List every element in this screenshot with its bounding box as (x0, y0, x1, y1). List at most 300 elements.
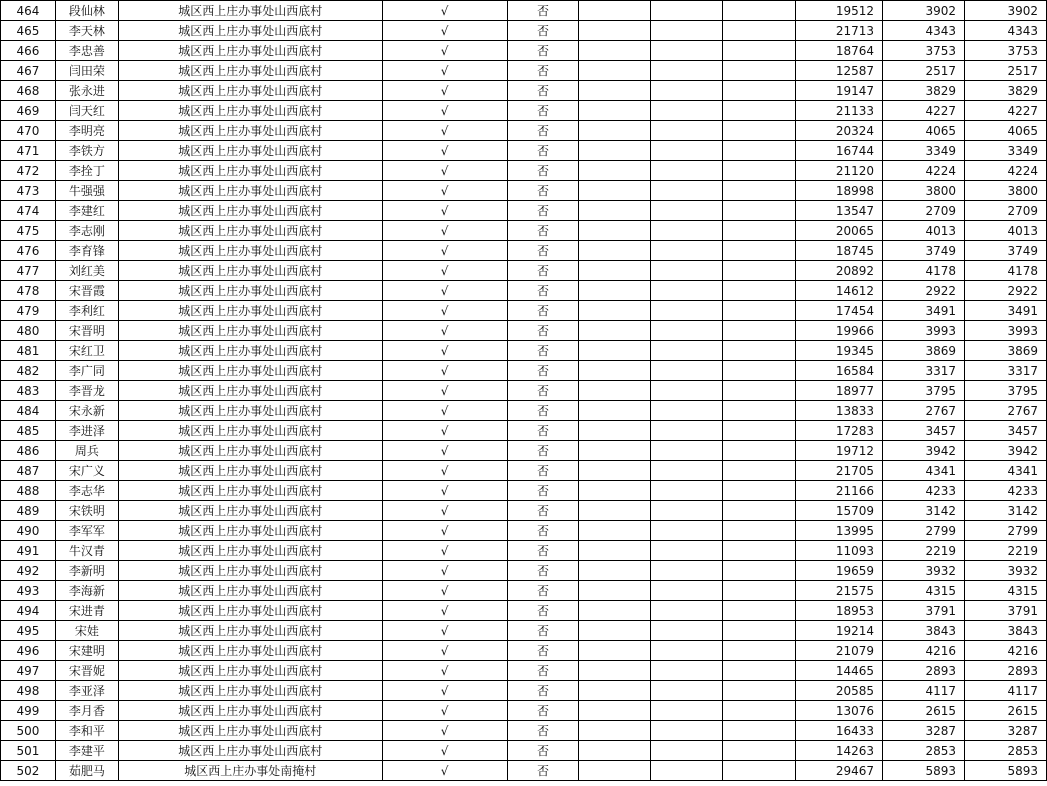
flag-cell[interactable]: 否 (507, 161, 579, 181)
row-number-cell[interactable]: 465 (1, 21, 56, 41)
flag-cell[interactable]: 否 (507, 541, 579, 561)
income-cell[interactable]: 16433 (796, 721, 883, 741)
name-cell[interactable]: 闫田荣 (55, 61, 118, 81)
empty-cell[interactable] (579, 361, 651, 381)
name-cell[interactable]: 段仙林 (55, 1, 118, 21)
income-cell[interactable]: 18998 (796, 181, 883, 201)
check-mark-cell[interactable]: √ (382, 601, 507, 621)
empty-cell[interactable] (723, 141, 796, 161)
address-cell[interactable]: 城区西上庄办事处山西底村 (118, 1, 382, 21)
income-cell[interactable]: 19147 (796, 81, 883, 101)
empty-cell[interactable] (651, 301, 723, 321)
per-capita-2-cell[interactable]: 4117 (964, 681, 1046, 701)
name-cell[interactable]: 李月香 (55, 701, 118, 721)
flag-cell[interactable]: 否 (507, 141, 579, 161)
address-cell[interactable]: 城区西上庄办事处山西底村 (118, 141, 382, 161)
empty-cell[interactable] (651, 421, 723, 441)
empty-cell[interactable] (723, 21, 796, 41)
name-cell[interactable]: 李天林 (55, 21, 118, 41)
per-capita-cell[interactable]: 2709 (883, 201, 965, 221)
address-cell[interactable]: 城区西上庄办事处山西底村 (118, 541, 382, 561)
flag-cell[interactable]: 否 (507, 441, 579, 461)
per-capita-cell[interactable]: 2767 (883, 401, 965, 421)
flag-cell[interactable]: 否 (507, 741, 579, 761)
empty-cell[interactable] (651, 541, 723, 561)
flag-cell[interactable]: 否 (507, 321, 579, 341)
row-number-cell[interactable]: 493 (1, 581, 56, 601)
name-cell[interactable]: 宋红卫 (55, 341, 118, 361)
row-number-cell[interactable]: 496 (1, 641, 56, 661)
empty-cell[interactable] (651, 41, 723, 61)
income-cell[interactable]: 21575 (796, 581, 883, 601)
flag-cell[interactable]: 否 (507, 281, 579, 301)
row-number-cell[interactable]: 491 (1, 541, 56, 561)
empty-cell[interactable] (651, 341, 723, 361)
flag-cell[interactable]: 否 (507, 241, 579, 261)
income-cell[interactable]: 13547 (796, 201, 883, 221)
empty-cell[interactable] (651, 561, 723, 581)
per-capita-cell[interactable]: 4224 (883, 161, 965, 181)
empty-cell[interactable] (651, 21, 723, 41)
flag-cell[interactable]: 否 (507, 761, 579, 781)
empty-cell[interactable] (579, 581, 651, 601)
check-mark-cell[interactable]: √ (382, 321, 507, 341)
check-mark-cell[interactable]: √ (382, 761, 507, 781)
empty-cell[interactable] (723, 721, 796, 741)
empty-cell[interactable] (579, 81, 651, 101)
per-capita-2-cell[interactable]: 3993 (964, 321, 1046, 341)
name-cell[interactable]: 李和平 (55, 721, 118, 741)
empty-cell[interactable] (723, 641, 796, 661)
empty-cell[interactable] (723, 341, 796, 361)
per-capita-2-cell[interactable]: 4013 (964, 221, 1046, 241)
empty-cell[interactable] (651, 261, 723, 281)
row-number-cell[interactable]: 477 (1, 261, 56, 281)
per-capita-2-cell[interactable]: 2219 (964, 541, 1046, 561)
per-capita-2-cell[interactable]: 5893 (964, 761, 1046, 781)
address-cell[interactable]: 城区西上庄办事处山西底村 (118, 341, 382, 361)
row-number-cell[interactable]: 495 (1, 621, 56, 641)
income-cell[interactable]: 20892 (796, 261, 883, 281)
per-capita-cell[interactable]: 3795 (883, 381, 965, 401)
name-cell[interactable]: 牛强强 (55, 181, 118, 201)
empty-cell[interactable] (651, 601, 723, 621)
flag-cell[interactable]: 否 (507, 41, 579, 61)
empty-cell[interactable] (579, 21, 651, 41)
empty-cell[interactable] (651, 481, 723, 501)
address-cell[interactable]: 城区西上庄办事处山西底村 (118, 321, 382, 341)
address-cell[interactable]: 城区西上庄办事处山西底村 (118, 461, 382, 481)
name-cell[interactable]: 宋进青 (55, 601, 118, 621)
row-number-cell[interactable]: 485 (1, 421, 56, 441)
income-cell[interactable]: 11093 (796, 541, 883, 561)
per-capita-2-cell[interactable]: 4065 (964, 121, 1046, 141)
address-cell[interactable]: 城区西上庄办事处山西底村 (118, 681, 382, 701)
income-cell[interactable]: 14612 (796, 281, 883, 301)
income-cell[interactable]: 21166 (796, 481, 883, 501)
per-capita-cell[interactable]: 4065 (883, 121, 965, 141)
flag-cell[interactable]: 否 (507, 561, 579, 581)
empty-cell[interactable] (723, 321, 796, 341)
address-cell[interactable]: 城区西上庄办事处山西底村 (118, 621, 382, 641)
row-number-cell[interactable]: 468 (1, 81, 56, 101)
per-capita-2-cell[interactable]: 4224 (964, 161, 1046, 181)
per-capita-cell[interactable]: 2922 (883, 281, 965, 301)
address-cell[interactable]: 城区西上庄办事处山西底村 (118, 641, 382, 661)
row-number-cell[interactable]: 474 (1, 201, 56, 221)
income-cell[interactable]: 18764 (796, 41, 883, 61)
per-capita-cell[interactable]: 3457 (883, 421, 965, 441)
per-capita-2-cell[interactable]: 3942 (964, 441, 1046, 461)
per-capita-cell[interactable]: 3749 (883, 241, 965, 261)
empty-cell[interactable] (579, 181, 651, 201)
per-capita-2-cell[interactable]: 4341 (964, 461, 1046, 481)
empty-cell[interactable] (579, 301, 651, 321)
address-cell[interactable]: 城区西上庄办事处山西底村 (118, 301, 382, 321)
income-cell[interactable]: 20065 (796, 221, 883, 241)
empty-cell[interactable] (651, 641, 723, 661)
per-capita-cell[interactable]: 3869 (883, 341, 965, 361)
name-cell[interactable]: 李志华 (55, 481, 118, 501)
check-mark-cell[interactable]: √ (382, 521, 507, 541)
per-capita-cell[interactable]: 2893 (883, 661, 965, 681)
per-capita-2-cell[interactable]: 2922 (964, 281, 1046, 301)
empty-cell[interactable] (651, 61, 723, 81)
per-capita-cell[interactable]: 3829 (883, 81, 965, 101)
empty-cell[interactable] (723, 61, 796, 81)
address-cell[interactable]: 城区西上庄办事处山西底村 (118, 421, 382, 441)
row-number-cell[interactable]: 497 (1, 661, 56, 681)
address-cell[interactable]: 城区西上庄办事处山西底村 (118, 741, 382, 761)
empty-cell[interactable] (651, 281, 723, 301)
income-cell[interactable]: 21705 (796, 461, 883, 481)
row-number-cell[interactable]: 480 (1, 321, 56, 341)
name-cell[interactable]: 李铁方 (55, 141, 118, 161)
income-cell[interactable]: 13833 (796, 401, 883, 421)
empty-cell[interactable] (723, 361, 796, 381)
flag-cell[interactable]: 否 (507, 601, 579, 621)
per-capita-2-cell[interactable]: 2615 (964, 701, 1046, 721)
row-number-cell[interactable]: 475 (1, 221, 56, 241)
income-cell[interactable]: 19512 (796, 1, 883, 21)
empty-cell[interactable] (651, 321, 723, 341)
empty-cell[interactable] (651, 621, 723, 641)
empty-cell[interactable] (579, 341, 651, 361)
flag-cell[interactable]: 否 (507, 401, 579, 421)
name-cell[interactable]: 李新明 (55, 561, 118, 581)
per-capita-2-cell[interactable]: 3491 (964, 301, 1046, 321)
per-capita-cell[interactable]: 2517 (883, 61, 965, 81)
name-cell[interactable]: 闫天红 (55, 101, 118, 121)
check-mark-cell[interactable]: √ (382, 461, 507, 481)
empty-cell[interactable] (579, 241, 651, 261)
flag-cell[interactable]: 否 (507, 421, 579, 441)
empty-cell[interactable] (579, 561, 651, 581)
per-capita-cell[interactable]: 2799 (883, 521, 965, 541)
income-cell[interactable]: 17454 (796, 301, 883, 321)
row-number-cell[interactable]: 472 (1, 161, 56, 181)
empty-cell[interactable] (723, 1, 796, 21)
row-number-cell[interactable]: 466 (1, 41, 56, 61)
check-mark-cell[interactable]: √ (382, 641, 507, 661)
per-capita-2-cell[interactable]: 4227 (964, 101, 1046, 121)
empty-cell[interactable] (579, 261, 651, 281)
row-number-cell[interactable]: 470 (1, 121, 56, 141)
check-mark-cell[interactable]: √ (382, 541, 507, 561)
address-cell[interactable]: 城区西上庄办事处山西底村 (118, 61, 382, 81)
empty-cell[interactable] (651, 101, 723, 121)
income-cell[interactable]: 20324 (796, 121, 883, 141)
income-cell[interactable]: 18745 (796, 241, 883, 261)
name-cell[interactable]: 刘红美 (55, 261, 118, 281)
empty-cell[interactable] (579, 221, 651, 241)
address-cell[interactable]: 城区西上庄办事处山西底村 (118, 481, 382, 501)
name-cell[interactable]: 宋娃 (55, 621, 118, 641)
income-cell[interactable]: 12587 (796, 61, 883, 81)
row-number-cell[interactable]: 482 (1, 361, 56, 381)
name-cell[interactable]: 宋铁明 (55, 501, 118, 521)
row-number-cell[interactable]: 476 (1, 241, 56, 261)
empty-cell[interactable] (579, 421, 651, 441)
name-cell[interactable]: 宋永新 (55, 401, 118, 421)
row-number-cell[interactable]: 467 (1, 61, 56, 81)
empty-cell[interactable] (723, 281, 796, 301)
check-mark-cell[interactable]: √ (382, 721, 507, 741)
empty-cell[interactable] (579, 121, 651, 141)
address-cell[interactable]: 城区西上庄办事处山西底村 (118, 281, 382, 301)
flag-cell[interactable]: 否 (507, 221, 579, 241)
check-mark-cell[interactable]: √ (382, 701, 507, 721)
empty-cell[interactable] (723, 501, 796, 521)
per-capita-2-cell[interactable]: 3800 (964, 181, 1046, 201)
check-mark-cell[interactable]: √ (382, 381, 507, 401)
per-capita-cell[interactable]: 4227 (883, 101, 965, 121)
flag-cell[interactable]: 否 (507, 201, 579, 221)
name-cell[interactable]: 李进泽 (55, 421, 118, 441)
name-cell[interactable]: 牛汉青 (55, 541, 118, 561)
check-mark-cell[interactable]: √ (382, 181, 507, 201)
income-cell[interactable]: 20585 (796, 681, 883, 701)
address-cell[interactable]: 城区西上庄办事处山西底村 (118, 701, 382, 721)
empty-cell[interactable] (579, 101, 651, 121)
empty-cell[interactable] (579, 621, 651, 641)
income-cell[interactable]: 14465 (796, 661, 883, 681)
empty-cell[interactable] (579, 501, 651, 521)
flag-cell[interactable]: 否 (507, 181, 579, 201)
per-capita-cell[interactable]: 4343 (883, 21, 965, 41)
address-cell[interactable]: 城区西上庄办事处山西底村 (118, 661, 382, 681)
row-number-cell[interactable]: 499 (1, 701, 56, 721)
per-capita-2-cell[interactable]: 4343 (964, 21, 1046, 41)
empty-cell[interactable] (651, 581, 723, 601)
empty-cell[interactable] (723, 521, 796, 541)
empty-cell[interactable] (579, 761, 651, 781)
empty-cell[interactable] (579, 681, 651, 701)
income-cell[interactable]: 21079 (796, 641, 883, 661)
income-cell[interactable]: 18977 (796, 381, 883, 401)
name-cell[interactable]: 李建红 (55, 201, 118, 221)
empty-cell[interactable] (723, 441, 796, 461)
row-number-cell[interactable]: 490 (1, 521, 56, 541)
empty-cell[interactable] (651, 181, 723, 201)
check-mark-cell[interactable]: √ (382, 681, 507, 701)
empty-cell[interactable] (579, 701, 651, 721)
check-mark-cell[interactable]: √ (382, 241, 507, 261)
name-cell[interactable]: 李利红 (55, 301, 118, 321)
per-capita-2-cell[interactable]: 4178 (964, 261, 1046, 281)
empty-cell[interactable] (651, 201, 723, 221)
address-cell[interactable]: 城区西上庄办事处山西底村 (118, 41, 382, 61)
income-cell[interactable]: 19659 (796, 561, 883, 581)
per-capita-2-cell[interactable]: 2709 (964, 201, 1046, 221)
check-mark-cell[interactable]: √ (382, 201, 507, 221)
empty-cell[interactable] (579, 601, 651, 621)
check-mark-cell[interactable]: √ (382, 1, 507, 21)
income-cell[interactable]: 19345 (796, 341, 883, 361)
per-capita-cell[interactable]: 2219 (883, 541, 965, 561)
flag-cell[interactable]: 否 (507, 621, 579, 641)
per-capita-cell[interactable]: 3791 (883, 601, 965, 621)
check-mark-cell[interactable]: √ (382, 361, 507, 381)
per-capita-cell[interactable]: 4315 (883, 581, 965, 601)
empty-cell[interactable] (579, 461, 651, 481)
empty-cell[interactable] (579, 481, 651, 501)
per-capita-cell[interactable]: 4117 (883, 681, 965, 701)
income-cell[interactable]: 21133 (796, 101, 883, 121)
flag-cell[interactable]: 否 (507, 341, 579, 361)
per-capita-cell[interactable]: 3942 (883, 441, 965, 461)
income-cell[interactable]: 18953 (796, 601, 883, 621)
flag-cell[interactable]: 否 (507, 261, 579, 281)
address-cell[interactable]: 城区西上庄办事处山西底村 (118, 181, 382, 201)
empty-cell[interactable] (723, 621, 796, 641)
row-number-cell[interactable]: 484 (1, 401, 56, 421)
check-mark-cell[interactable]: √ (382, 41, 507, 61)
check-mark-cell[interactable]: √ (382, 281, 507, 301)
empty-cell[interactable] (723, 101, 796, 121)
per-capita-cell[interactable]: 4341 (883, 461, 965, 481)
income-cell[interactable]: 15709 (796, 501, 883, 521)
per-capita-2-cell[interactable]: 2853 (964, 741, 1046, 761)
empty-cell[interactable] (723, 601, 796, 621)
flag-cell[interactable]: 否 (507, 101, 579, 121)
per-capita-cell[interactable]: 4013 (883, 221, 965, 241)
empty-cell[interactable] (723, 381, 796, 401)
empty-cell[interactable] (651, 721, 723, 741)
per-capita-cell[interactable]: 3753 (883, 41, 965, 61)
per-capita-2-cell[interactable]: 3869 (964, 341, 1046, 361)
empty-cell[interactable] (723, 41, 796, 61)
check-mark-cell[interactable]: √ (382, 61, 507, 81)
empty-cell[interactable] (723, 241, 796, 261)
per-capita-2-cell[interactable]: 4233 (964, 481, 1046, 501)
per-capita-cell[interactable]: 3902 (883, 1, 965, 21)
per-capita-2-cell[interactable]: 3791 (964, 601, 1046, 621)
empty-cell[interactable] (723, 301, 796, 321)
empty-cell[interactable] (723, 541, 796, 561)
name-cell[interactable]: 李志刚 (55, 221, 118, 241)
address-cell[interactable]: 城区西上庄办事处山西底村 (118, 361, 382, 381)
empty-cell[interactable] (579, 161, 651, 181)
name-cell[interactable]: 李忠善 (55, 41, 118, 61)
name-cell[interactable]: 宋晋霞 (55, 281, 118, 301)
address-cell[interactable]: 城区西上庄办事处山西底村 (118, 521, 382, 541)
address-cell[interactable]: 城区西上庄办事处山西底村 (118, 101, 382, 121)
check-mark-cell[interactable]: √ (382, 501, 507, 521)
income-cell[interactable]: 13076 (796, 701, 883, 721)
per-capita-2-cell[interactable]: 3843 (964, 621, 1046, 641)
empty-cell[interactable] (651, 661, 723, 681)
empty-cell[interactable] (723, 261, 796, 281)
flag-cell[interactable]: 否 (507, 121, 579, 141)
row-number-cell[interactable]: 489 (1, 501, 56, 521)
flag-cell[interactable]: 否 (507, 81, 579, 101)
row-number-cell[interactable]: 487 (1, 461, 56, 481)
empty-cell[interactable] (579, 41, 651, 61)
flag-cell[interactable]: 否 (507, 381, 579, 401)
empty-cell[interactable] (651, 501, 723, 521)
check-mark-cell[interactable]: √ (382, 581, 507, 601)
flag-cell[interactable]: 否 (507, 1, 579, 21)
row-number-cell[interactable]: 479 (1, 301, 56, 321)
empty-cell[interactable] (651, 141, 723, 161)
income-cell[interactable]: 19214 (796, 621, 883, 641)
flag-cell[interactable]: 否 (507, 301, 579, 321)
per-capita-cell[interactable]: 5893 (883, 761, 965, 781)
per-capita-cell[interactable]: 3843 (883, 621, 965, 641)
per-capita-2-cell[interactable]: 3829 (964, 81, 1046, 101)
empty-cell[interactable] (723, 701, 796, 721)
per-capita-2-cell[interactable]: 3795 (964, 381, 1046, 401)
check-mark-cell[interactable]: √ (382, 21, 507, 41)
check-mark-cell[interactable]: √ (382, 81, 507, 101)
per-capita-cell[interactable]: 3491 (883, 301, 965, 321)
check-mark-cell[interactable]: √ (382, 621, 507, 641)
name-cell[interactable]: 茹肥马 (55, 761, 118, 781)
name-cell[interactable]: 宋晋妮 (55, 661, 118, 681)
empty-cell[interactable] (651, 741, 723, 761)
check-mark-cell[interactable]: √ (382, 141, 507, 161)
address-cell[interactable]: 城区西上庄办事处山西底村 (118, 581, 382, 601)
name-cell[interactable]: 李晋龙 (55, 381, 118, 401)
empty-cell[interactable] (723, 181, 796, 201)
flag-cell[interactable]: 否 (507, 721, 579, 741)
per-capita-2-cell[interactable]: 3287 (964, 721, 1046, 741)
check-mark-cell[interactable]: √ (382, 161, 507, 181)
empty-cell[interactable] (579, 521, 651, 541)
empty-cell[interactable] (579, 741, 651, 761)
empty-cell[interactable] (651, 701, 723, 721)
per-capita-2-cell[interactable]: 2893 (964, 661, 1046, 681)
income-cell[interactable]: 19712 (796, 441, 883, 461)
empty-cell[interactable] (651, 241, 723, 261)
per-capita-cell[interactable]: 3317 (883, 361, 965, 381)
empty-cell[interactable] (651, 681, 723, 701)
address-cell[interactable]: 城区西上庄办事处山西底村 (118, 21, 382, 41)
name-cell[interactable]: 宋广义 (55, 461, 118, 481)
income-cell[interactable]: 29467 (796, 761, 883, 781)
per-capita-2-cell[interactable]: 3457 (964, 421, 1046, 441)
check-mark-cell[interactable]: √ (382, 121, 507, 141)
empty-cell[interactable] (723, 201, 796, 221)
address-cell[interactable]: 城区西上庄办事处山西底村 (118, 161, 382, 181)
per-capita-2-cell[interactable]: 3753 (964, 41, 1046, 61)
empty-cell[interactable] (579, 401, 651, 421)
name-cell[interactable]: 李拴丁 (55, 161, 118, 181)
income-cell[interactable]: 16584 (796, 361, 883, 381)
empty-cell[interactable] (651, 161, 723, 181)
row-number-cell[interactable]: 494 (1, 601, 56, 621)
